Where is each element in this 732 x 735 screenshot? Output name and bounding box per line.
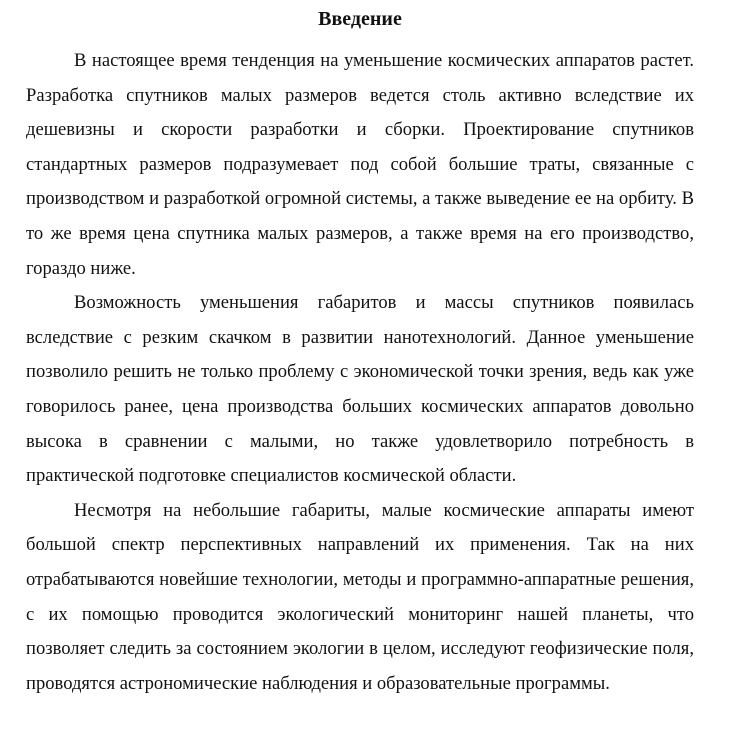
paragraph-3: Несмотря на небольшие габариты, малые космические аппараты имеют большой спектр перспективных направлений их применения. Так на них отрабатываются новейшие технологии, методы и программно-аппаратные решения, с их помощью проводится экологический мониторинг нашей планеты, что позволяет следить за состоянием экологии в целом, исследуют геофизические поля, проводятся астрономические наблюдения и образовательные программы. (26, 499, 694, 694)
document-page (26, 6, 694, 701)
paragraph-1: В настоящее время тенденция на уменьшение космических аппаратов растет. Разработка спутников малых размеров ведется столь активно вследствие их дешевизны и скорости разработки и сборки. Проектирование спутников стандартных размеров подразумевает под собой большие траты, связанные с производством и разработкой огромной системы, а также выведение ее на орбиту. В то же время цена спутника малых размеров, а также время на его производство, гораздо ниже. (26, 50, 694, 279)
section-title: Введение (318, 8, 402, 30)
paragraph-2: Возможность уменьшения габаритов и массы спутников появилась вследствие с резким скачком в развитии нанотехнологий. Данное уменьшение позволило решить не только проблему с экономической точки зрения, ведь как уже говорилось ранее, цена производства больших космических аппаратов довольно высока в сравнении с малыми, но также удовлетворило потребность в практической подготовке специалистов космической области. (26, 292, 694, 487)
